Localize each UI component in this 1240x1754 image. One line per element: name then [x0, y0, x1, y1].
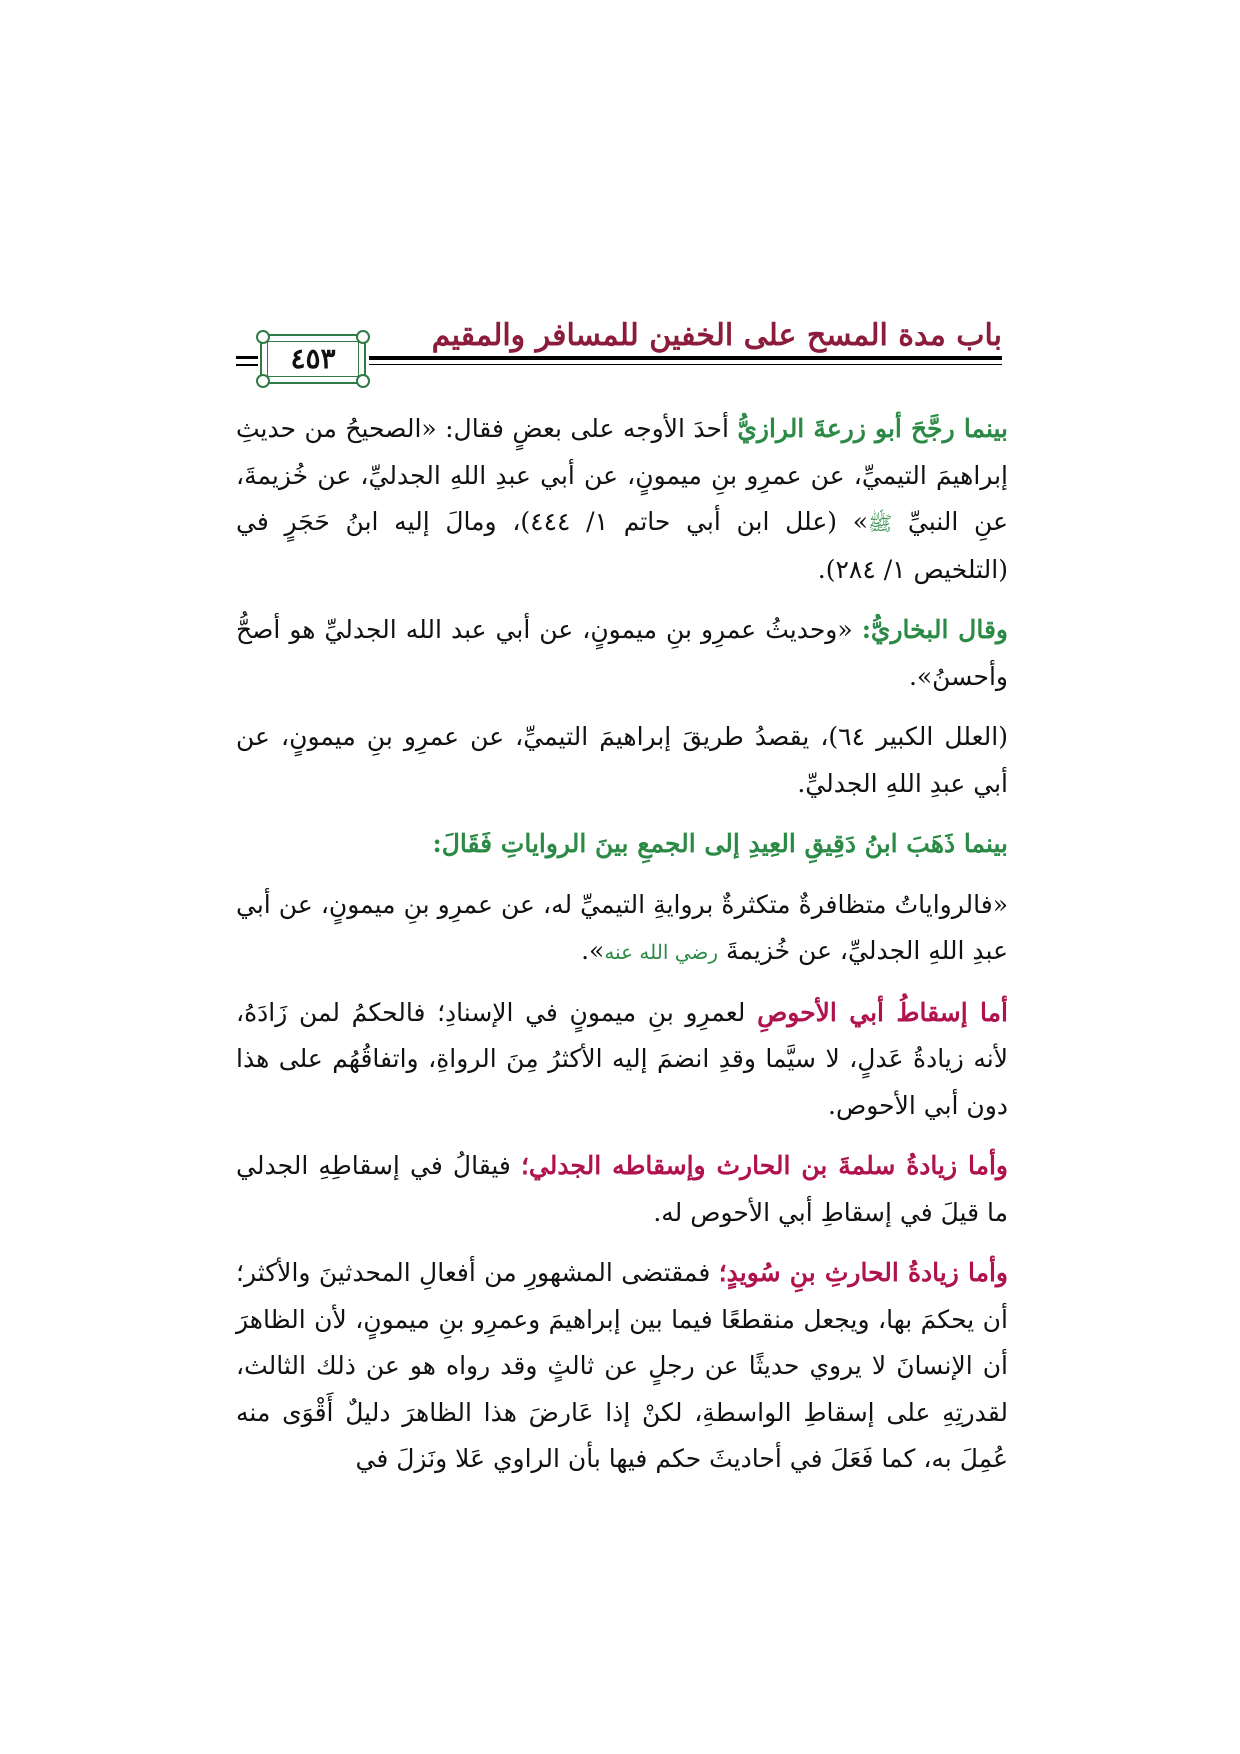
paragraph: [236, 406, 1008, 593]
paragraph: [236, 1250, 1008, 1483]
honorific-seal: رضي الله عنه: [604, 940, 719, 964]
paragraph: [236, 714, 1008, 807]
paragraph-text: «فالرواياتُ متظافرةٌ متكثرةٌ بروايةِ التيميِّ له، عن عمرِو بنِ ميمونٍ، عن أبي عبدِ اللهِ الجدليِّ، عن خُزيمةَ: [236, 889, 1008, 965]
page-number: ٤٥٣: [290, 342, 336, 375]
ornament-corner-icon: [356, 374, 370, 388]
honorific-seal: ﷺ: [868, 511, 893, 535]
paragraph-text: فيقالُ في إسقاطِهِ الجدلي ما قيلَ في إسقاطِ أبي الأحوص له.: [236, 1151, 1008, 1227]
highlight-phrase: وأما زيادةُ الحارثِ بنِ سُويدٍ؛: [718, 1258, 1008, 1287]
header-rule-left-thin: [236, 364, 258, 366]
paragraph: [236, 882, 1008, 976]
header-rule-thin: [369, 364, 1002, 365]
paragraph-text: » (علل ابن أبي حاتم ١/ ٤٤٤)، ومالَ إليه ابنُ حَجَرٍ في (التلخيص ١/ ٢٨٤).: [236, 507, 1008, 584]
paragraph: [236, 1143, 1008, 1236]
page-number-frame: [260, 334, 366, 384]
highlight-phrase: وأما زيادةُ سلمةَ بن الحارث وإسقاطه الجدلي؛: [520, 1151, 1008, 1180]
paragraph-text: فمقتضى المشهورِ من أفعالِ المحدثينَ والأكثر؛ أن يحكمَ بها، ويجعل منقطعًا فيما بين إبراهيمَ وعمرِو بنِ ميمونٍ، لأن الظاهرَ أن الإنسانَ لا يروي حديثًا عن رجلٍ عن ثالثٍ وقد رواه هو عن ذلك الثالث، لقدرتِهِ على إسقاطِ الواسطةِ، لكنْ إذا عَارضَ هذا الظاهرَ دليلٌ أَقْوَى منه عُمِلَ به، كما فَعَلَ في أحاديثَ حكم فيها بأن الراوي عَلا ونَزلَ في: [236, 1258, 1008, 1473]
highlight-phrase: بينما ذَهَبَ ابنُ دَقِيقِ العِيدِ إلى الجمعِ بينَ الرواياتِ فَقَالَ:: [432, 829, 1008, 858]
paragraph-text: ».: [581, 936, 605, 965]
paragraph-text: لعمرِو بنِ ميمونٍ في الإسنادِ؛ فالحكمُ لمن زَادَهُ، لأنه زيادةُ عَدلٍ، لا سيَّما وقدِ انضمَ إليه الأكثرُ مِنَ الرواةِ، واتفاقُهُم على هذا دون أبي الأحوص.: [236, 997, 1008, 1120]
ornament-corner-icon: [256, 374, 270, 388]
paragraph: [236, 607, 1008, 700]
highlight-phrase: أما إسقاطُ أبي الأحوصِ: [757, 997, 1008, 1027]
paragraph: [236, 990, 1008, 1130]
paragraph-text: (العلل الكبير ٦٤)، يقصدُ طريقَ إبراهيمَ التيميِّ، عن عمرِو بنِ ميمونٍ، عن أبي عبدِ اللهِ الجدليِّ.: [236, 722, 1008, 798]
paragraph-text: أحدَ الأوجه على بعضٍ فقال: «الصحيحُ من حديثِ إبراهيمَ التيميِّ، عن عمرِو بنِ ميمونٍ، عن أبي عبدِ اللهِ الجدليِّ، عن خُزيمةَ، عنِ النبيِّ: [236, 414, 1008, 536]
body-text: [236, 406, 1008, 1497]
highlight-phrase: بينما رجَّحَ أبو زرعةَ الرازيُّ: [737, 414, 1009, 443]
running-head: باب مدة المسح على الخفين للمسافر والمقيم: [431, 318, 1002, 353]
paragraph: [236, 821, 1008, 868]
highlight-phrase: وقال البخاريُّ:: [861, 615, 1008, 644]
paragraph-text: «وحديثُ عمرِو بنِ ميمونٍ، عن أبي عبد الله الجدليِّ هو أصحُّ وأحسنُ».: [236, 615, 1008, 691]
header-rule-thick: [369, 356, 1002, 360]
header-rule-left: [236, 356, 258, 359]
